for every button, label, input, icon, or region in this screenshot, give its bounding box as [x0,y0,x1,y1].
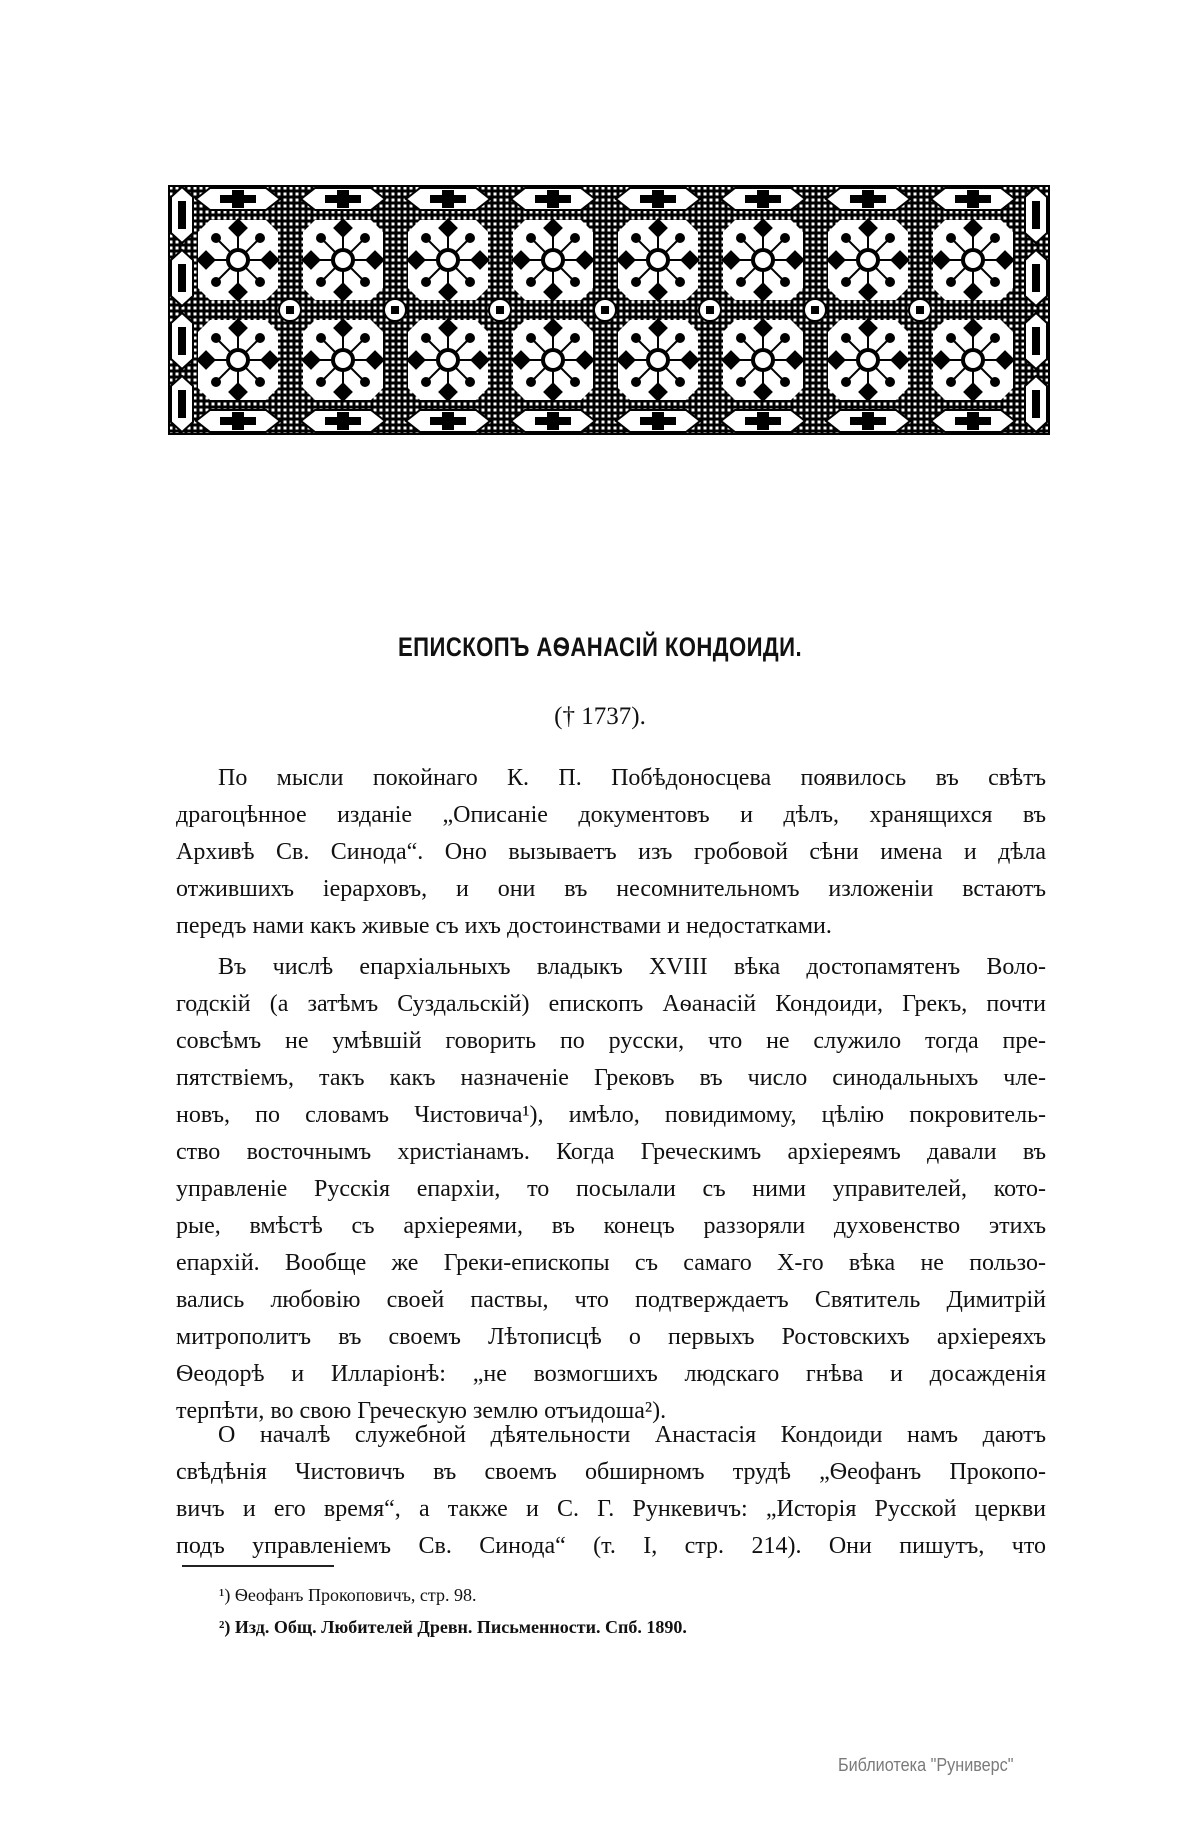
border-motif [442,190,454,208]
text-line: вались любовію своей паствы, что подтверждаетъ Святитель Димитрій [176,1287,1046,1313]
text-line: терпѣти, во свою Греческую землю отъидоша²). [176,1398,667,1424]
border-motif [547,412,559,430]
flower-bud [211,333,221,343]
flower-bud [465,333,475,343]
flower-bud [421,233,431,243]
flower-bud [946,233,956,243]
flower-bud [316,277,326,287]
flower-bud [780,233,790,243]
flower-center [963,250,983,270]
flower-center [963,350,983,370]
flower-bud [421,277,431,287]
border-motif [1032,264,1040,292]
flower-bud [780,333,790,343]
flower-bud [885,277,895,287]
flower-bud [736,233,746,243]
flower-bud [675,377,685,387]
border-motif [337,412,349,430]
text-line: годскій (а затѣмъ Суздальскій) епископъ Аѳанасій Кондоиди, Грекъ, почти [176,991,1046,1017]
library-watermark: Библиотека "Руниверс" [838,1755,1014,1775]
border-motif [232,412,244,430]
text-line: совсѣмъ не умѣвшій говорить по русски, что не служило тогда пре- [176,1028,1046,1054]
border-motif [862,190,874,208]
flower-center [438,250,458,270]
flower-center [858,250,878,270]
paragraph-2 [176,949,1046,1430]
footnote-2 [219,1617,687,1638]
flower-bud [885,377,895,387]
flower-bud [360,233,370,243]
rosette-center [811,306,819,314]
footnote-text: Ѳеофанъ Прокоповичъ, стр. 98. [234,1585,477,1605]
text-line: По мысли покойнаго К. П. Побѣдоносцева появилось въ свѣтъ [218,765,1046,791]
border-motif [1032,327,1040,355]
flower-bud [570,233,580,243]
flower-center [543,250,563,270]
flower-center [438,350,458,370]
flower-bud [631,377,641,387]
flower-bud [841,233,851,243]
text-line: митрополитъ въ своемъ Лѣтописцѣ о первыхъ Ростовскихъ архіереяхъ [176,1324,1046,1350]
border-motif [178,327,186,355]
footnote-text: Изд. Общ. Любителей Древн. Письменности. Спб. 1890. [234,1617,687,1637]
rosette-center [601,306,609,314]
death-date: († 1737). [554,703,646,730]
border-motif [652,412,664,430]
border-motif [442,412,454,430]
text-line: Ѳеодорѣ и Илларіонѣ: „не возмогшихъ людскаго гнѣва и досажденія [176,1361,1046,1387]
flower-bud [526,277,536,287]
flower-bud [421,377,431,387]
flower-bud [211,233,221,243]
flower-bud [946,277,956,287]
flower-bud [631,333,641,343]
border-motif [178,264,186,292]
text-line: епархій. Вообще же Греки-епископы съ самаго X-го вѣка не пользо- [176,1250,1046,1276]
border-motif [1032,390,1040,418]
border-motif [652,190,664,208]
flower-bud [570,333,580,343]
border-motif [757,412,769,430]
flower-bud [946,333,956,343]
border-motif [178,390,186,418]
flower-bud [780,277,790,287]
text-line: О началѣ служебной дѣятельности Анастасія Кондоиди намъ даютъ [218,1422,1046,1448]
flower-bud [316,233,326,243]
text-line: подъ управленіемъ Св. Синода“ (т. I, стр. 214). Они пишутъ, что [176,1533,1046,1559]
border-motif [967,412,979,430]
text-line: свѣдѣнія Чистовичъ въ своемъ обширномъ трудѣ „Ѳеофанъ Прокопо- [176,1459,1046,1485]
flower-bud [360,333,370,343]
flower-center [648,250,668,270]
flower-bud [526,377,536,387]
flower-bud [841,377,851,387]
rosette-center [706,306,714,314]
footnote-mark: ²) [219,1617,231,1637]
flower-bud [316,377,326,387]
flower-bud [780,377,790,387]
rosette-center [916,306,924,314]
paragraph-1 [176,760,1046,945]
text-line: драгоцѣнное изданіе „Описаніе документовъ и дѣлъ, хранящихся въ [176,802,1046,828]
flower-bud [255,377,265,387]
border-motif [178,201,186,229]
footnote-1 [219,1585,477,1606]
footnote-mark: ¹) [219,1585,231,1605]
flower-bud [465,377,475,387]
flower-center [333,350,353,370]
flower-center [753,350,773,370]
flower-bud [675,333,685,343]
text-line: ство восточнымъ христіанамъ. Когда Греческимъ архіереямъ давали въ [176,1139,1046,1165]
flower-center [228,250,248,270]
border-motif [967,190,979,208]
flower-center [753,250,773,270]
border-motif [1032,201,1040,229]
text-line: новъ, по словамъ Чистовича¹), имѣло, повидимому, цѣлію покровитель- [176,1102,1046,1128]
flower-bud [990,333,1000,343]
flower-bud [465,277,475,287]
flower-bud [736,277,746,287]
text-line: отжившихъ іерарховъ, и они въ несомнительномъ изложеніи встаютъ [176,876,1046,902]
flower-bud [675,277,685,287]
flower-center [543,350,563,370]
flower-bud [255,277,265,287]
flower-bud [211,277,221,287]
rosette-center [286,306,294,314]
flower-bud [526,233,536,243]
border-motif [862,412,874,430]
flower-center [858,350,878,370]
flower-bud [570,377,580,387]
flower-center [228,350,248,370]
flower-bud [885,233,895,243]
flower-bud [316,333,326,343]
flower-bud [211,377,221,387]
flower-bud [421,333,431,343]
flower-center [648,350,668,370]
rosette-center [391,306,399,314]
flower-bud [570,277,580,287]
flower-bud [631,233,641,243]
text-line: Архивѣ Св. Синода“. Оно вызываетъ изъ гробовой сѣни имена и дѣла [176,839,1046,865]
flower-bud [465,233,475,243]
text-line: Въ числѣ епархіальныхъ владыкъ XVIII вѣка достопамятенъ Воло- [218,954,1046,980]
flower-bud [255,233,265,243]
flower-bud [990,233,1000,243]
flower-bud [631,277,641,287]
footnote-divider [182,1565,334,1567]
flower-bud [841,333,851,343]
flower-bud [736,377,746,387]
flower-bud [255,333,265,343]
text-line: пятствіемъ, такъ какъ назначеніе Грековъ въ число синодальныхъ чле- [176,1065,1046,1091]
flower-bud [360,377,370,387]
text-line: управленіе Русскія епархіи, то посылали съ ними управителей, кото- [176,1176,1046,1202]
flower-bud [841,277,851,287]
ornamental-headpiece [168,185,1050,435]
paragraph-3 [176,1417,1046,1565]
flower-bud [736,333,746,343]
text-line: рые, вмѣстѣ съ архіереями, въ конецъ раззоряли духовенство этихъ [176,1213,1046,1239]
rosette-center [496,306,504,314]
border-motif [757,190,769,208]
flower-bud [885,333,895,343]
flower-bud [360,277,370,287]
flower-bud [990,377,1000,387]
flower-bud [990,277,1000,287]
flower-center [333,250,353,270]
border-motif [232,190,244,208]
flower-bud [526,333,536,343]
article-title: ЕПИСКОПЪ АѲАНАСІЙ КОНДОИДИ. [397,632,803,662]
flower-bud [946,377,956,387]
flower-bud [675,233,685,243]
border-motif [337,190,349,208]
text-line: передъ нами какъ живые съ ихъ достоинствами и недостатками. [176,913,832,939]
border-motif [547,190,559,208]
text-line: вичъ и его время“, а также и С. Г. Рункевичъ: „Исторія Русской церкви [176,1496,1046,1522]
